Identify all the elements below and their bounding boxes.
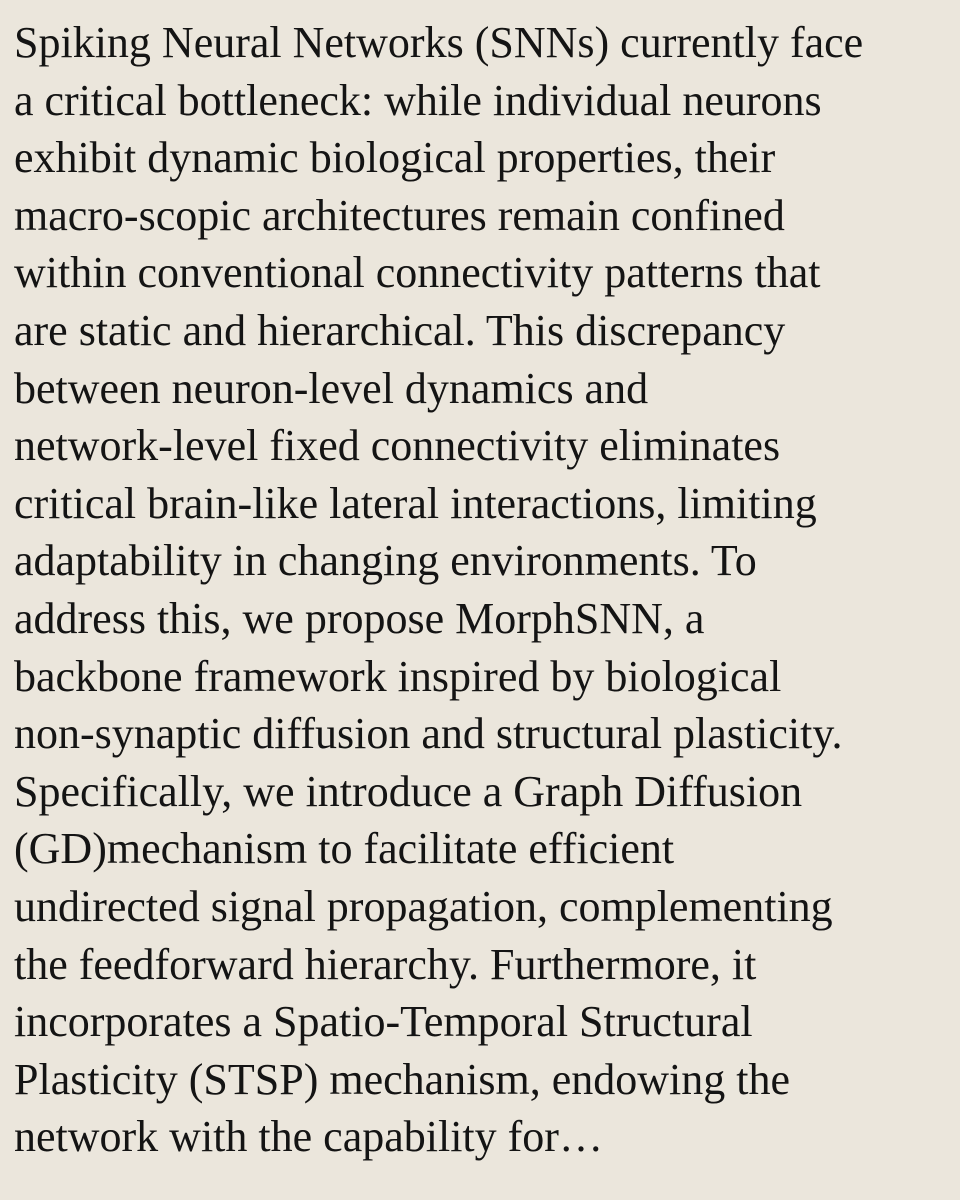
abstract-text: [14, 14, 954, 1166]
abstract-line: between neuron-level dynamics and: [14, 363, 649, 413]
abstract-line: critical brain-like lateral interactions, limiting: [14, 478, 817, 528]
abstract-line: Specifically, we introduce a Graph Diffusion: [14, 766, 803, 816]
abstract-line: incorporates a Spatio-Temporal Structural: [14, 997, 753, 1047]
abstract-line: network-level fixed connectivity eliminates: [14, 421, 781, 471]
abstract-line: Spiking Neural Networks (SNNs) currently face: [14, 18, 864, 67]
abstract-line: non-synaptic diffusion and structural plasticity.: [14, 709, 843, 759]
abstract-line: macro-scopic architectures remain confined: [14, 190, 785, 240]
abstract-line: undirected signal propagation, complementing: [14, 881, 833, 931]
abstract-line: the feedforward hierarchy. Furthermore, it: [14, 939, 757, 989]
abstract-line: backbone framework inspired by biological: [14, 651, 782, 701]
abstract-line: address this, we propose MorphSNN, a: [14, 593, 705, 643]
abstract-line: exhibit dynamic biological properties, their: [14, 133, 776, 183]
abstract-line: within conventional connectivity patterns that: [14, 248, 821, 298]
abstract-line: a critical bottleneck: while individual neurons: [14, 75, 822, 125]
abstract-line: network with the capability for…: [14, 1112, 603, 1162]
abstract-line: Plasticity (STSP) mechanism, endowing the: [14, 1054, 791, 1104]
abstract-line: (GD)mechanism to facilitate efficient: [14, 824, 675, 874]
abstract-line: are static and hierarchical. This discrepancy: [14, 305, 786, 355]
abstract-line: adaptability in changing environments. To: [14, 536, 757, 586]
